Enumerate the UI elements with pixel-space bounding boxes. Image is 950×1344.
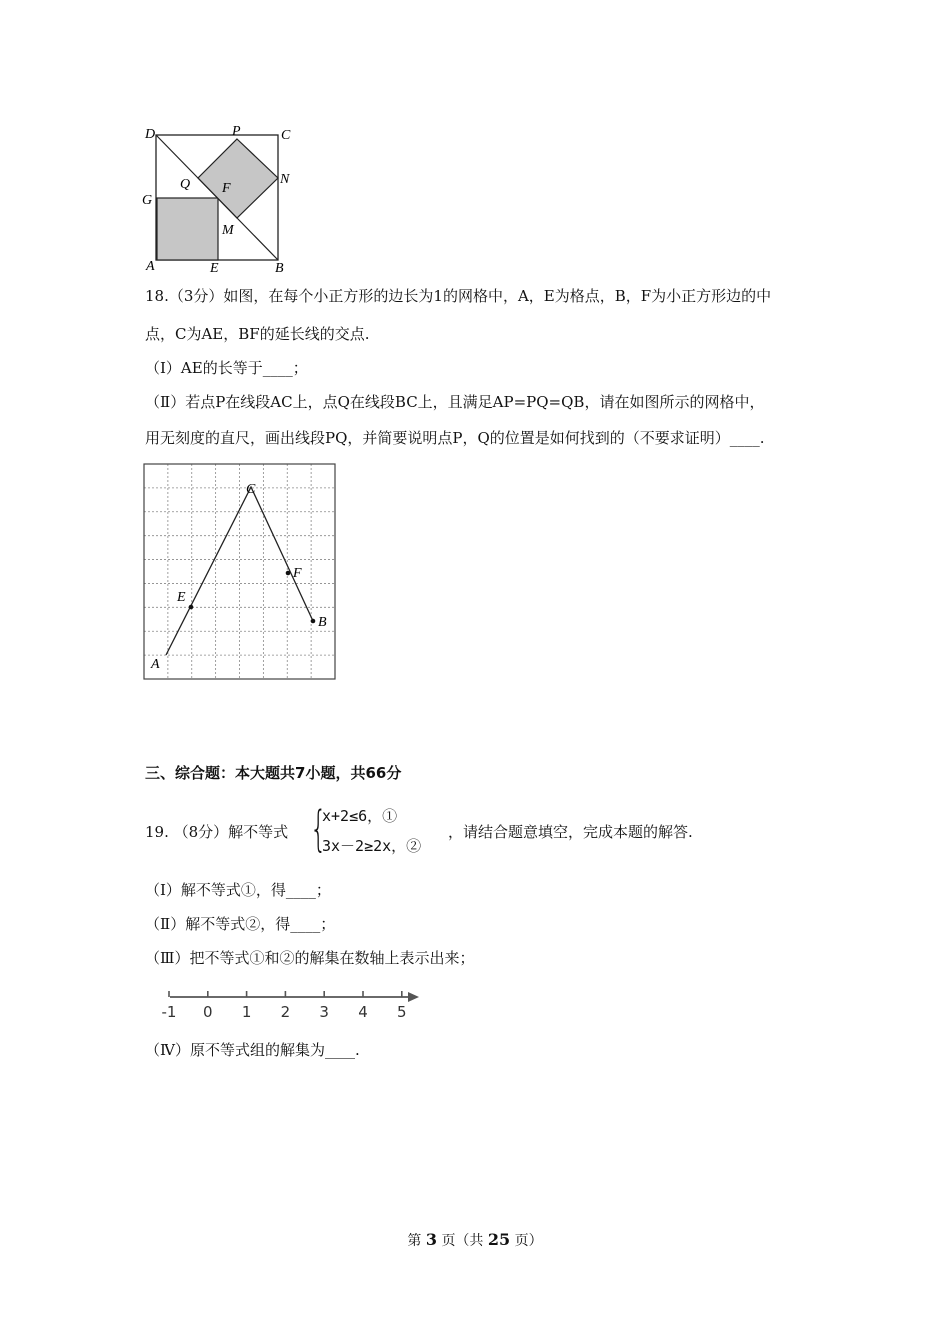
grid-lines	[144, 464, 335, 679]
point-F	[286, 571, 291, 576]
figure-square-geometry	[140, 120, 310, 280]
number-line	[140, 986, 430, 1026]
shaded-square-lower	[157, 198, 218, 260]
label-B: B	[275, 261, 284, 276]
tick-label: -1	[161, 1003, 177, 1021]
label-B: B	[318, 615, 327, 630]
footer-total-pages: 25	[487, 1230, 511, 1249]
tick-label: 0	[203, 1003, 213, 1021]
q18-part2-line1: （Ⅱ）若点P在线段AC上，点Q在线段BC上，且满足AP=PQ=QB，请在如图所示的网格中，	[145, 393, 765, 411]
q18-part1: （Ⅰ）AE的长等于____；	[145, 359, 308, 377]
tick-label: 2	[280, 1003, 291, 1021]
q19-suffix: ，请结合题意填空，完成本题的解答.	[448, 823, 693, 841]
q19-part2: （Ⅱ）解不等式②，得____；	[145, 915, 336, 933]
tick-label: 3	[319, 1003, 329, 1021]
tick-label: 4	[358, 1003, 368, 1021]
label-C: C	[246, 482, 256, 497]
point-E	[189, 605, 194, 610]
label-D: D	[145, 127, 156, 142]
label-A: A	[151, 657, 160, 672]
inequality-2: 3x－2≥2x，②	[322, 837, 422, 855]
label-P: P	[232, 124, 241, 139]
footer-mid: 页（共	[441, 1233, 484, 1249]
footer-post: 页）	[514, 1233, 543, 1249]
tick-label: 1	[241, 1003, 252, 1021]
label-E: E	[210, 261, 219, 276]
tick-group	[162, 991, 407, 1021]
point-B	[311, 619, 316, 624]
brace-symbol: {	[310, 801, 327, 857]
q19-prefix: 19. （8分）解不等式	[145, 823, 289, 841]
label-E: E	[177, 590, 186, 605]
q18-part2-line2: 用无刻度的直尺，画出线段PQ，并简要说明点P，Q的位置是如何找到的（不要求证明）____.	[145, 429, 765, 447]
axis-arrow	[408, 992, 419, 1002]
footer-pre: 第	[407, 1233, 422, 1249]
label-N: N	[280, 172, 290, 187]
label-C: C	[281, 128, 291, 143]
figure-grid	[143, 463, 337, 681]
inequality-system	[310, 803, 450, 859]
label-F: F	[222, 181, 231, 196]
q18-line2: 点，C为AE，BF的延长线的交点.	[145, 325, 370, 343]
q18-line1: 18.（3分）如图，在每个小正方形的边长为1的网格中，A，E为格点，B，F为小正方形边的中	[145, 287, 772, 305]
label-G: G	[142, 193, 153, 208]
label-M: M	[222, 223, 234, 238]
q19-part1: （Ⅰ）解不等式①，得____；	[145, 881, 331, 899]
section-3-title: 三、综合题：本大题共7小题，共66分	[145, 764, 402, 782]
label-A: A	[146, 259, 155, 274]
tick-label: 5	[397, 1003, 407, 1021]
page-footer	[0, 1230, 950, 1250]
footer-page-number: 3	[425, 1230, 437, 1249]
q19-part4: （Ⅳ）原不等式组的解集为____.	[145, 1041, 360, 1059]
label-F: F	[293, 566, 302, 581]
label-Q: Q	[180, 177, 191, 192]
inequality-1: x+2≤6，①	[322, 807, 398, 825]
q19-part3: （Ⅲ）把不等式①和②的解集在数轴上表示出来；	[145, 949, 475, 967]
